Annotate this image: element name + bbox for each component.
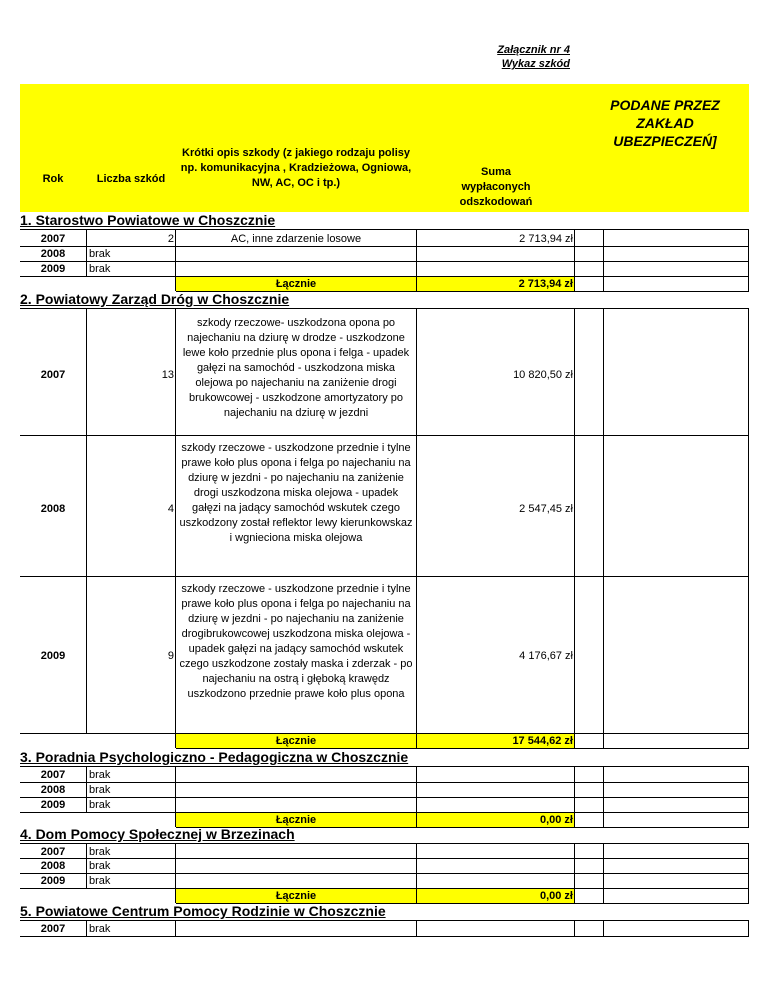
year: 2007 <box>40 923 66 935</box>
year: 2008 <box>40 248 66 260</box>
year: 2008 <box>40 503 66 515</box>
count: brak <box>89 923 111 935</box>
count: brak <box>89 248 111 260</box>
total-label: Łącznie <box>275 735 317 747</box>
count: brak <box>89 846 111 858</box>
count: brak <box>89 799 111 811</box>
year: 2009 <box>40 799 66 811</box>
count: brak <box>89 860 111 872</box>
year: 2009 <box>40 263 66 275</box>
sum: 4 176,67 zł <box>519 650 573 662</box>
year: 2007 <box>40 233 66 245</box>
year: 2009 <box>40 650 66 662</box>
year: 2007 <box>40 369 66 381</box>
count: brak <box>89 784 111 796</box>
year: 2008 <box>40 860 66 872</box>
description: szkody rzeczowe - uszkodzone przednie i tylne prawe koło plus opona i felga po najechaniu na dziurę w jezdni - po najechaniu na zaniżenie drogi uszkodzona miska olejowa - upadek gałęzi na jadący samochód wskutek czego uszkodzony został reflektor lewy kierunkowskaz i wgnieciona miska olejowa <box>179 442 413 544</box>
header-rok: Rok <box>42 173 64 185</box>
description: szkody rzeczowe - uszkodzone przednie i tylne prawe koło plus opona i felga po najechaniu na dziurę w jezdni - po najechaniu na zaniżenie drogibrukowcowej uszkodzona miska olejowa - upadek gałęzi na jadący samochód wskutek czego uszkodzone zostały maska i zderzak - po najechaniu na ostrą i głęboką krawędz uszkodzono przednie prawe koło plus opona <box>179 583 413 700</box>
header-suma: Suma wypłaconych odszkodowań <box>459 166 533 208</box>
total-sum: 2 713,94 zł <box>518 278 573 290</box>
count: 9 <box>167 650 174 662</box>
total-sum: 0,00 zł <box>539 814 573 826</box>
total-label: Łącznie <box>275 278 317 290</box>
header-podane: PODANE PRZEZ ZAKŁAD UBEZPIECZEŃ] <box>610 97 720 149</box>
year: 2008 <box>40 784 66 796</box>
total-label: Łącznie <box>275 814 317 826</box>
count: 2 <box>167 233 174 245</box>
section-title: 5. Powiatowe Centrum Pomocy Rodzinie w Choszcznie <box>20 903 386 919</box>
count: brak <box>89 263 111 275</box>
sum: 2 713,94 zł <box>519 233 573 245</box>
sum: 2 547,45 zł <box>519 503 573 515</box>
header-opis: Krótki opis szkody (z jakiego rodzaju polisy np. komunikacyjna , Kradzieżowa, Ogniowa, NW, AC, OC i tp.) <box>180 147 412 189</box>
header-liczba: Liczba szkód <box>96 173 166 185</box>
document-title: Wykaz szkód <box>501 58 570 70</box>
year: 2009 <box>40 875 66 887</box>
description: szkody rzeczowe- uszkodzona opona po najechaniu na dziurę w drodze - uszkodzone lewe koło przednie plus opona i felga - upadek gałęzi na samochód - uszkodzona miska olejowa po najechaniu na zaniżenie drogi brukowcowej - uszkodzone amortyzatory po najechaniu na dziurę w jezdni <box>182 317 410 419</box>
total-label: Łącznie <box>275 890 317 902</box>
section-title: 2. Powiatowy Zarząd Dróg w Choszcznie <box>20 291 290 307</box>
count: 13 <box>161 369 174 381</box>
section-title: 3. Poradnia Psychologiczno - Pedagogiczna w Choszcznie <box>20 749 409 765</box>
year: 2007 <box>40 769 66 781</box>
total-sum: 0,00 zł <box>539 890 573 902</box>
count: 4 <box>167 503 174 515</box>
total-sum: 17 544,62 zł <box>512 735 573 747</box>
attachment-number: Załącznik nr 4 <box>497 44 570 56</box>
count: brak <box>89 875 111 887</box>
year: 2007 <box>40 846 66 858</box>
count: brak <box>89 769 111 781</box>
sum: 10 820,50 zł <box>513 369 573 381</box>
section-title: 4. Dom Pomocy Społecznej w Brzezinach <box>20 826 295 842</box>
description: AC, inne zdarzenie losowe <box>230 233 362 245</box>
section-title: 1. Starostwo Powiatowe w Choszcznie <box>20 212 276 228</box>
